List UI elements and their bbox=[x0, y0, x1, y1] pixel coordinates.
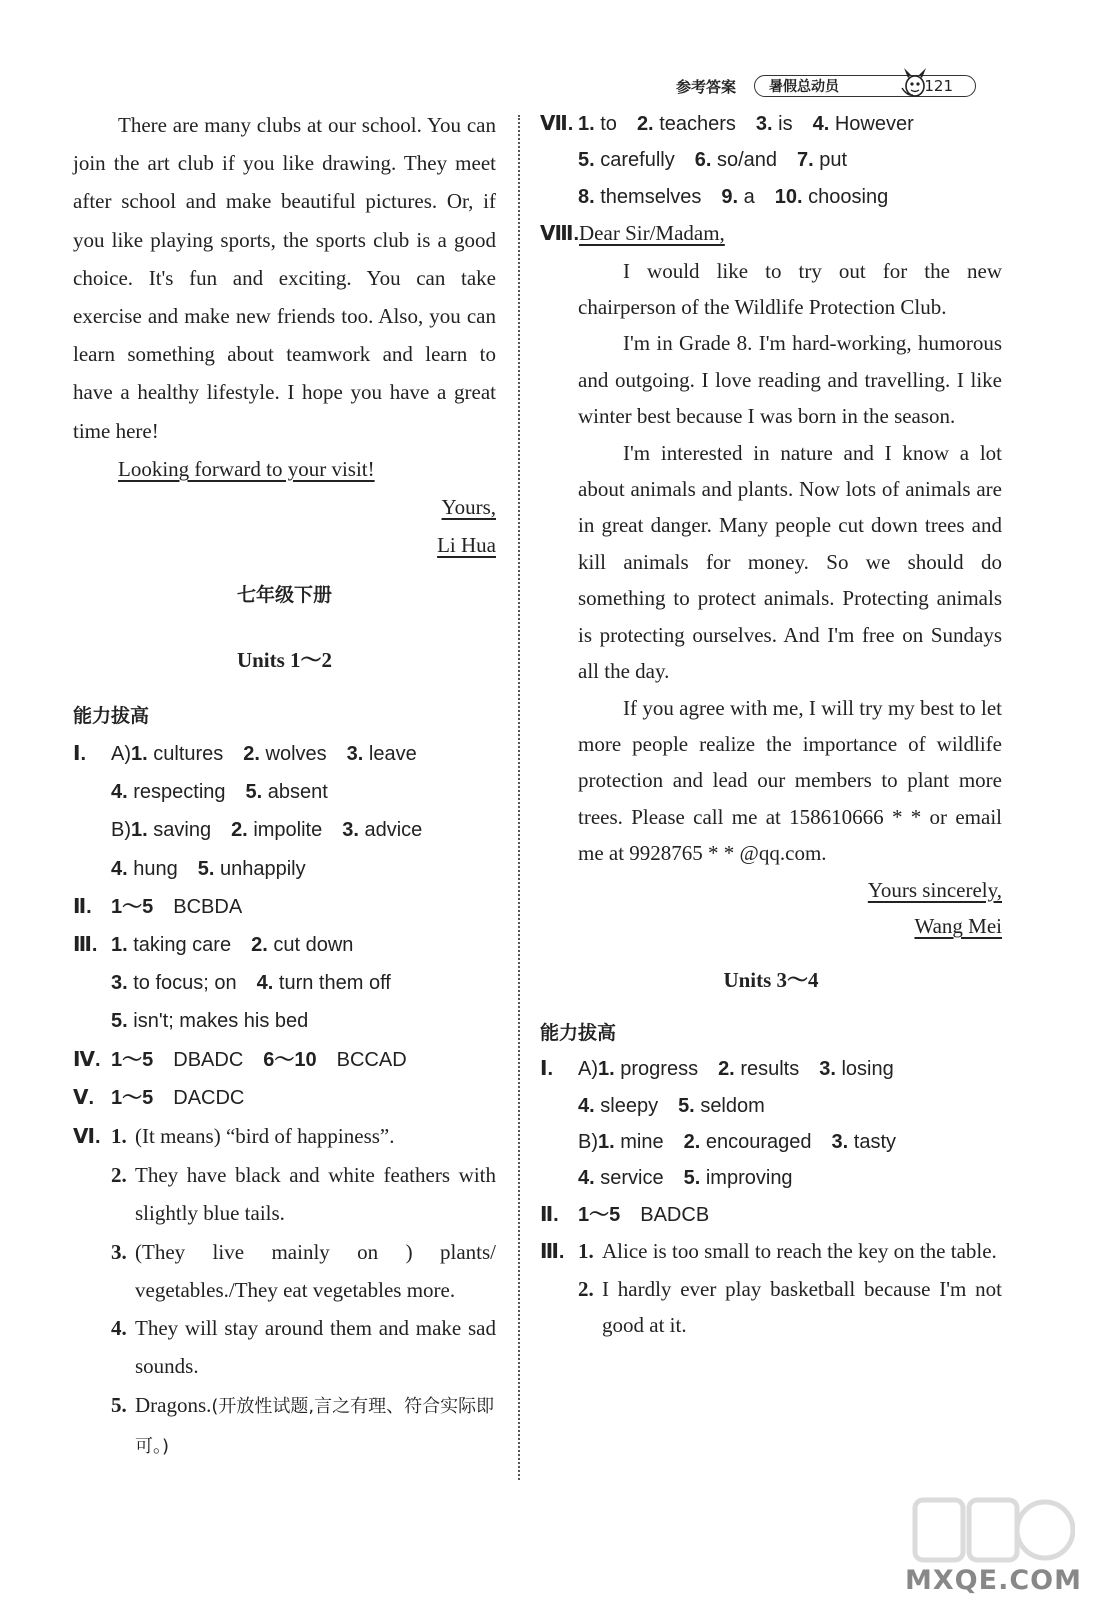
answer-iii: Ⅲ. 1. Alice is too small to reach the key on the table. 2. I hardly ever play basketball because I'm not good at it. bbox=[540, 1239, 1002, 1337]
column-divider bbox=[518, 115, 520, 1480]
letter-yours: Yours, bbox=[441, 495, 496, 520]
left-column bbox=[73, 106, 496, 1466]
page-number: 121 bbox=[924, 77, 954, 95]
answer-v: Ⅴ. 1～5 DACDC bbox=[73, 1086, 245, 1109]
answer-vii: Ⅶ. 1. to 2. teachers 3. is 4. However 5. carefully 6. so/and 7. put 8. themselves 9. a 10. choosing bbox=[540, 113, 914, 208]
book-title: 七年级下册 bbox=[236, 584, 332, 607]
right-column bbox=[540, 106, 1002, 1343]
section-title: 能力拔高 bbox=[540, 1021, 617, 1044]
watermark-text: MXQE.COM bbox=[905, 1565, 1082, 1596]
series-badge bbox=[754, 75, 976, 97]
letter-signature: Li Hua bbox=[437, 533, 496, 558]
letter-paragraph: I'm in Grade 8. I'm hard-working, humorous and outgoing. I love reading and travelling. I like winter best because I was born in the season. bbox=[578, 331, 1002, 429]
answer-iii: Ⅲ. 1. taking care 2. cut down 3. to focus; on 4. turn them off 5. isn't; makes his bed bbox=[73, 934, 391, 1033]
letter-closing: Yours sincerely, bbox=[867, 877, 1002, 902]
answer-ii: Ⅱ. 1～5 BCBDA bbox=[73, 895, 243, 918]
units-title: Units 3～4 bbox=[723, 968, 819, 993]
series-label: 暑假总动员 bbox=[769, 79, 840, 95]
answer-iv: Ⅳ. 1～5 DBADC 6～10 BCCAD bbox=[73, 1048, 407, 1071]
answer-ii: Ⅱ. 1～5 BADCB bbox=[540, 1203, 710, 1226]
letter-paragraph: If you agree with me, I will try my best to let more people realize the importance of wildlife protection and lead our members to plant more trees. Please call me at 158610666 * * or email me at 9928765 * * @qq.com. bbox=[578, 695, 1002, 866]
units-title: Units 1～2 bbox=[236, 647, 333, 672]
answer-i: Ⅰ. A)1. cultures 2. wolves 3. leave 4. respecting 5. absent B)1. saving 2. impolite 3. advice 4. hung 5. unhappily bbox=[73, 743, 423, 880]
letter-closing-line: Looking forward to your visit! bbox=[118, 456, 375, 481]
letter-signature: Wang Mei bbox=[914, 913, 1002, 938]
answer-i: Ⅰ. A)1. progress 2. results 3. losing 4. sleepy 5. seldom B)1. mine 2. encouraged 3. tasty 4. service 5. improving bbox=[540, 1058, 897, 1190]
letter-body: There are many clubs at our school. You can join the art club if you like drawing. They meet after school and make beautiful pictures. Or, if you like playing sports, the sports club is a good choice. It's fun and exciting. You can take exercise and make new friends too. Also, you can learn something about teamwork and learn to have a healthy lifestyle. I hope you have a great time here! bbox=[73, 113, 496, 443]
letter-paragraph: I would like to try out for the new chairperson of the Wildlife Protection Club. bbox=[578, 258, 1002, 320]
answer-viii: Ⅷ.Dear Sir/Madam, I would like to try out for the new chairperson of the Wildlife Protection Club. I'm in Grade 8. I'm hard-working, humorous and outgoing. I love reading and travelling. I like winter best because I was born in the season. I'm interested in nature and I know a lot about animals and plants. Now lots of animals are in great danger. Many people cut down trees and kill animals for money. So we should do something to protect animals. Protecting animals is protecting ourselves. And I'm free on Sundays all the day. If you agree with me, I will try my best to let more people realize the importance of wildlife protection and lead our members to plant more trees. Please call me at 158610666 * * or email me at 9928765 * * @qq.com. Yours sincerely, Wang Mei bbox=[540, 215, 1002, 944]
answer-label: 参考答案 bbox=[676, 77, 737, 96]
section-title: 能力拔高 bbox=[73, 704, 150, 727]
letter-greeting: Dear Sir/Madam, bbox=[579, 221, 725, 246]
letter-paragraph: I'm interested in nature and I know a lot about animals and plants. Now lots of animals are in great danger. Many people cut down trees and kill animals for money. So we should do something to protect animals. Protecting animals is protecting ourselves. And I'm free on Sundays all the day. bbox=[578, 440, 1002, 684]
page-header bbox=[676, 74, 976, 98]
answer-vi: Ⅵ. 1. (It means) “bird of happiness”. 2. They have black and white feathers with slightly blue tails. 3. (They live mainly on ) plants/ vegetables./They eat vegetables more. 4. They will stay around them and make sad sounds. 5. Dragons.(开放性试题,言之有理、符合实际即可。) bbox=[73, 1124, 496, 1457]
